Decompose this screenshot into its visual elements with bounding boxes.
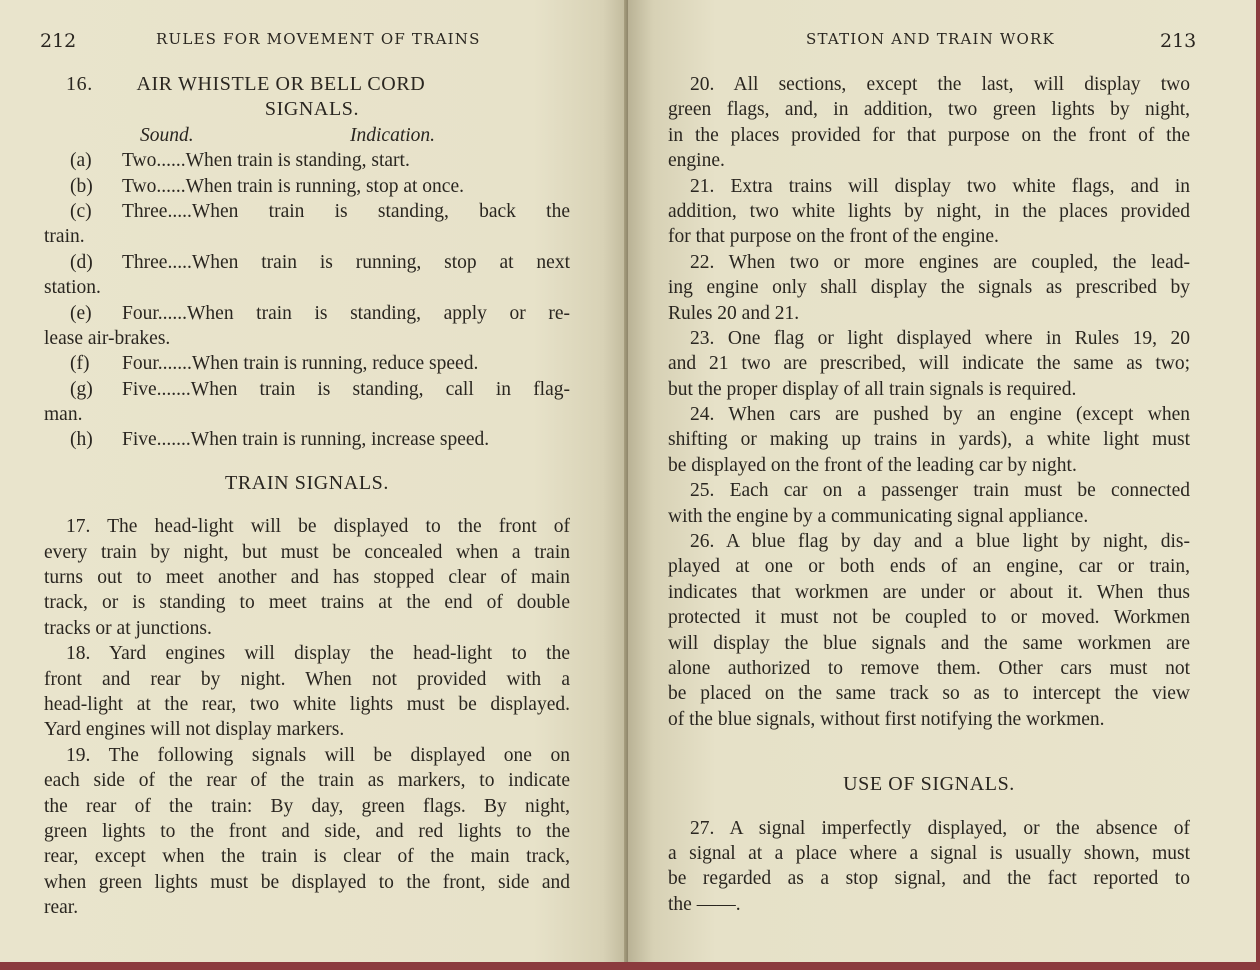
left-page <box>0 0 628 962</box>
signal-row-f: (f) Four.......When train is running, reduce speed. <box>70 353 479 375</box>
signal-row-h: (h) Five.......When train is running, increase speed. <box>70 429 490 451</box>
running-head-left: RULES FOR MOVEMENT OF TRAINS <box>156 30 481 48</box>
left-text-column <box>44 72 570 921</box>
signal-row-b: (b) Two......When train is running, stop at once. <box>70 175 464 197</box>
rule-16-heading: 16. AIR WHISTLE OR BELL CORD <box>66 73 426 95</box>
page-number-right: 213 <box>1160 30 1197 52</box>
rule-21: 21. Extra trains will display two white flags, and in addition, two white lights by night, in the places provided for that purpose on the front of the engine. <box>668 175 1190 248</box>
rule-26: 26. A blue flag by day and a blue light by night, dis- played at one or both ends of an engine, car or train, indicates that workmen are under or about it. When thus protected it must not be coupled to or moved. Workmen will display the blue signals and the same workmen are alone authorized to remove them. Other cars must not be placed on the same track so as to intercept the view of the blue signals, without first notifying the workmen. <box>668 531 1190 730</box>
indication-column-label: Indication. <box>350 124 436 146</box>
running-head-right: STATION AND TRAIN WORK <box>806 30 1055 48</box>
signal-row-g: (g) Five.......When train is standing, call in flag- <box>70 378 570 400</box>
signal-row-g-cont: man. <box>44 404 83 426</box>
rule-18: 18. Yard engines will display the head-light to the front and rear by night. When not provided with a head-light at the rear, two white lights must be displayed. Yard engines will not display markers. <box>44 643 570 741</box>
rule-16-heading-line2: SIGNALS. <box>264 98 360 121</box>
signal-row-c-cont: train. <box>44 226 85 248</box>
train-signals-heading: TRAIN SIGNALS. <box>225 471 389 494</box>
signal-list <box>44 148 570 453</box>
rule-23: 23. One flag or light displayed where in Rules 19, 20 and 21 two are prescribed, will indicate the same as two; but the proper display of all train signals is required. <box>668 327 1190 400</box>
signal-row-e: (e) Four......When train is standing, apply or re- <box>70 302 570 324</box>
rule-19: 19. The following signals will be displayed one on each side of the rear of the train as markers, to indicate the rear of the train: By day, green flags. By night, green lights to the front and side, and red lights to the rear, except when the train is clear of the main track, when green lights must be displayed to the front, side and rear. <box>44 744 570 919</box>
right-page <box>628 0 1256 962</box>
rule-24: 24. When cars are pushed by an engine (except when shifting or making up trains in yards), a white light must be displayed on the front of the leading car by night. <box>668 404 1190 476</box>
signal-row-c: (c) Three.....When train is standing, back the <box>70 200 570 222</box>
signal-row-d: (d) Three.....When train is running, stop at next <box>70 251 570 273</box>
rule-22: 22. When two or more engines are coupled, the lead- ing engine only shall display the signals as prescribed by Rules 20 and 21. <box>668 251 1190 324</box>
rule-20: 20. All sections, except the last, will display two green flags, and, in addition, two green lights by night, in the places provided for that purpose on the front of the engine. <box>668 74 1190 172</box>
rule-27: 27. A signal imperfectly displayed, or the absence of a signal at a place where a signal is usually shown, must be regarded as a stop signal, and the fact reported to the ——. <box>668 817 1190 915</box>
sound-indication-header <box>44 123 570 148</box>
right-text-column <box>668 72 1190 917</box>
signal-row-a: (a) Two......When train is standing, start. <box>70 150 410 172</box>
signal-row-d-cont: station. <box>44 277 101 299</box>
page-number-left: 212 <box>40 30 77 52</box>
signal-row-e-cont: lease air-brakes. <box>44 327 171 349</box>
rule-25: 25. Each car on a passenger train must be connected with the engine by a communicating signal appliance. <box>668 480 1190 527</box>
use-of-signals-heading: USE OF SIGNALS. <box>843 773 1015 796</box>
rule-17: 17. The head-light will be displayed to the front of every train by night, but must be concealed when a train turns out to meet another and has stopped clear of main track, or is standing to meet trains at the end of double tracks or at junctions. <box>44 516 570 639</box>
sound-column-label: Sound. <box>140 124 194 146</box>
